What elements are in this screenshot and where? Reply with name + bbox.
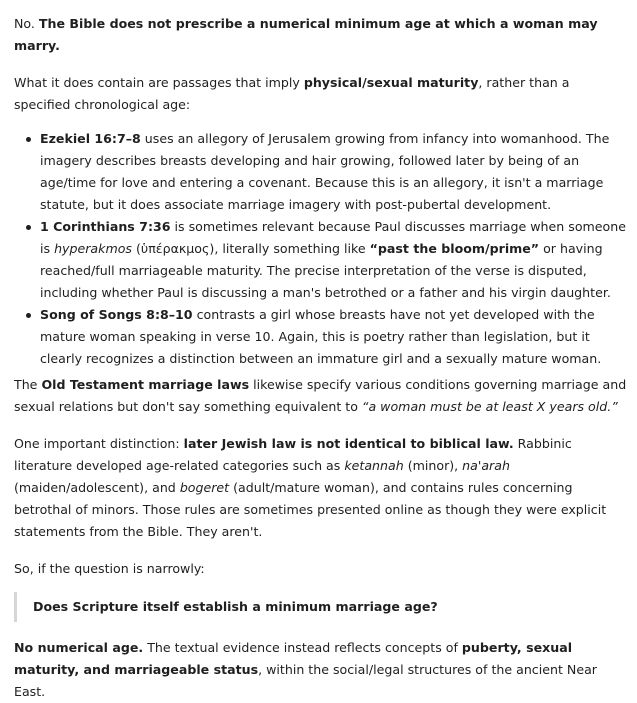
ot-bold: Old Testament marriage laws [41,377,250,392]
intro-text-1: What it does contain are passages that imply [14,75,304,90]
conclusion-bold-2: puberty, sexual maturity, and marriageable status [14,640,573,677]
list-item-text: (ὑπέρακμος), literally something like [131,241,370,256]
scripture-reference: 1 Corinthians 7:36 [40,219,171,234]
question-text: Does Scripture itself establish a minimum marriage age? [33,599,438,614]
list-item-text: contrasts a girl whose breasts have not yet developed with the mature woman speaking in verse 10. Again, this is poetry rather than legislation, but it clearly recognizes a distinction between an immature girl and a sexually mature woman. [40,307,602,366]
distinction-text-4: (maiden/adolescent), and [14,480,180,495]
distinction-bold: later Jewish law is not identical to biblical law. [183,436,514,451]
list-item [40,128,629,216]
question-lead-paragraph: So, if the question is narrowly: [14,561,205,576]
conclusion-paragraph [14,637,629,703]
distinction-text-1: One important distinction: [14,436,184,451]
distinction-text-2: Rabbinic literature developed age-related categories such as [14,436,572,473]
list-item-text: uses an allegory of Jerusalem growing from infancy into womanhood. The imagery describes breasts developing and hair growing, followed later by being of an age/time for love and entering a covenant. Because this is an allegory, it isn't a marriage statute, but it does associate marriage imagery with post-pubertal development. [40,131,610,212]
ot-italic-quote: “a woman must be at least X years old.” [361,399,618,414]
intro-text-2: , rather than a specified chronological age: [14,75,570,112]
ot-text-1: The [14,377,42,392]
distinction-paragraph [14,433,629,543]
quoted-phrase: “past the bloom/prime” [369,241,540,256]
hebrew-term: ketannah [344,458,404,473]
conclusion-text-2: , within the social/legal structures of the ancient Near East. [14,662,597,699]
conclusion-bold-1: No numerical age. [14,640,144,655]
answer-bold: The Bible does not prescribe a numerical minimum age at which a woman may marry. [14,16,598,53]
list-item [40,216,629,304]
ot-text-2: likewise specify various conditions governing marriage and sexual relations but don't say something equivalent to [14,377,627,414]
list-item [40,304,629,370]
intro-bold: physical/sexual maturity [303,75,479,90]
distinction-text-5: (adult/mature woman), and contains rules concerning betrothal of minors. Those rules are sometimes presented online as though they were explicit statements from the Bible. They aren't. [14,480,607,539]
list-item-text: is sometimes relevant because Paul discusses marriage when someone is [40,219,626,256]
hebrew-term: bogeret [179,480,230,495]
passage-list [14,128,629,370]
intro-paragraph [14,72,629,116]
scripture-reference: Song of Songs 8:8–10 [40,307,193,322]
scripture-reference: Ezekiel 16:7–8 [40,131,141,146]
list-item-text: or having reached/full marriageable maturity. The precise interpretation of the verse is disputed, including whether Paul is discussing a man's betrothed or a father and his virgin daughter. [40,241,611,300]
answer-paragraph [14,13,629,57]
distinction-text-3: (minor), [403,458,463,473]
hebrew-term: na'arah [462,458,510,473]
answer-lead: No. [14,16,39,31]
ot-laws-paragraph [14,374,629,418]
conclusion-text-1: The textual evidence instead reflects concepts of [143,640,462,655]
question-blockquote [14,592,629,622]
greek-term: hyperakmos [54,241,132,256]
